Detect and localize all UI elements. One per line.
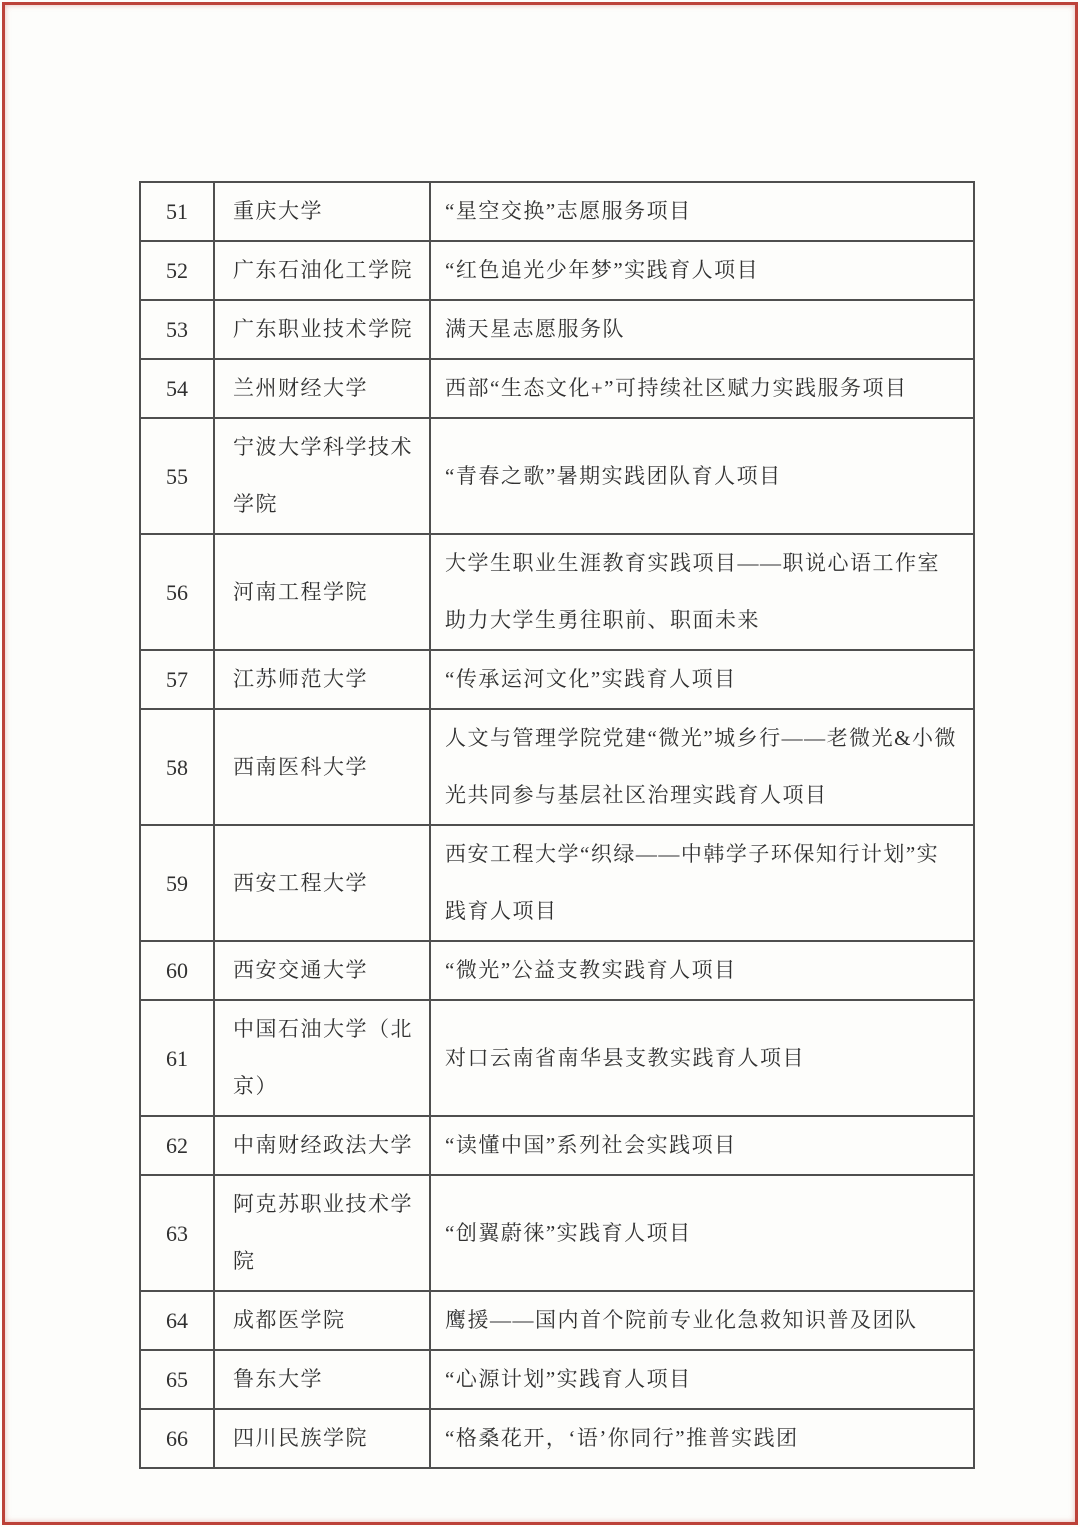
table-row [140,1000,974,1116]
project-cell: 人文与管理学院党建“微光”城乡行——老微光&小微光共同参与基层社区治理实践育人项目 [430,709,974,825]
projects-table [139,181,975,1469]
school-cell: 重庆大学 [214,182,430,241]
row-number-cell: 56 [140,534,214,650]
table-row [140,709,974,825]
row-number-cell: 53 [140,300,214,359]
table-row [140,825,974,941]
table-row [140,182,974,241]
table-row [140,359,974,418]
table-row [140,941,974,1000]
school-cell: 成都医学院 [214,1291,430,1350]
school-cell: 中南财经政法大学 [214,1116,430,1175]
row-number-cell: 60 [140,941,214,1000]
row-number-cell: 55 [140,418,214,534]
project-cell: “格桑花开，‘语’你同行”推普实践团 [430,1409,974,1468]
project-cell: “红色追光少年梦”实践育人项目 [430,241,974,300]
project-cell: “读懂中国”系列社会实践项目 [430,1116,974,1175]
row-number-cell: 65 [140,1350,214,1409]
project-cell: “创翼蔚徕”实践育人项目 [430,1175,974,1291]
project-cell: 鹰援——国内首个院前专业化急救知识普及团队 [430,1291,974,1350]
row-number-cell: 52 [140,241,214,300]
table-row [140,1116,974,1175]
school-cell: 宁波大学科学技术学院 [214,418,430,534]
school-cell: 西南医科大学 [214,709,430,825]
school-cell: 河南工程学院 [214,534,430,650]
school-cell: 江苏师范大学 [214,650,430,709]
project-cell: “青春之歌”暑期实践团队育人项目 [430,418,974,534]
project-cell: 满天星志愿服务队 [430,300,974,359]
row-number-cell: 51 [140,182,214,241]
row-number-cell: 61 [140,1000,214,1116]
school-cell: 西安工程大学 [214,825,430,941]
school-cell: 中国石油大学（北京） [214,1000,430,1116]
project-cell: “微光”公益支教实践育人项目 [430,941,974,1000]
school-cell: 鲁东大学 [214,1350,430,1409]
table-row [140,534,974,650]
school-cell: 四川民族学院 [214,1409,430,1468]
table-row [140,1175,974,1291]
row-number-cell: 54 [140,359,214,418]
row-number-cell: 58 [140,709,214,825]
row-number-cell: 59 [140,825,214,941]
project-cell: “心源计划”实践育人项目 [430,1350,974,1409]
row-number-cell: 62 [140,1116,214,1175]
project-cell: 西安工程大学“织绿——中韩学子环保知行计划”实践育人项目 [430,825,974,941]
project-cell: 大学生职业生涯教育实践项目——职说心语工作室助力大学生勇往职前、职面未来 [430,534,974,650]
table-row [140,650,974,709]
table-row [140,1291,974,1350]
school-cell: 西安交通大学 [214,941,430,1000]
school-cell: 广东职业技术学院 [214,300,430,359]
row-number-cell: 66 [140,1409,214,1468]
row-number-cell: 64 [140,1291,214,1350]
table-row [140,241,974,300]
school-cell: 兰州财经大学 [214,359,430,418]
table-row [140,1350,974,1409]
school-cell: 广东石油化工学院 [214,241,430,300]
project-cell: 对口云南省南华县支教实践育人项目 [430,1000,974,1116]
project-cell: “传承运河文化”实践育人项目 [430,650,974,709]
table-row [140,300,974,359]
table-row [140,418,974,534]
project-cell: “星空交换”志愿服务项目 [430,182,974,241]
project-cell: 西部“生态文化+”可持续社区赋力实践服务项目 [430,359,974,418]
table-row [140,1409,974,1468]
row-number-cell: 57 [140,650,214,709]
school-cell: 阿克苏职业技术学院 [214,1175,430,1291]
row-number-cell: 63 [140,1175,214,1291]
